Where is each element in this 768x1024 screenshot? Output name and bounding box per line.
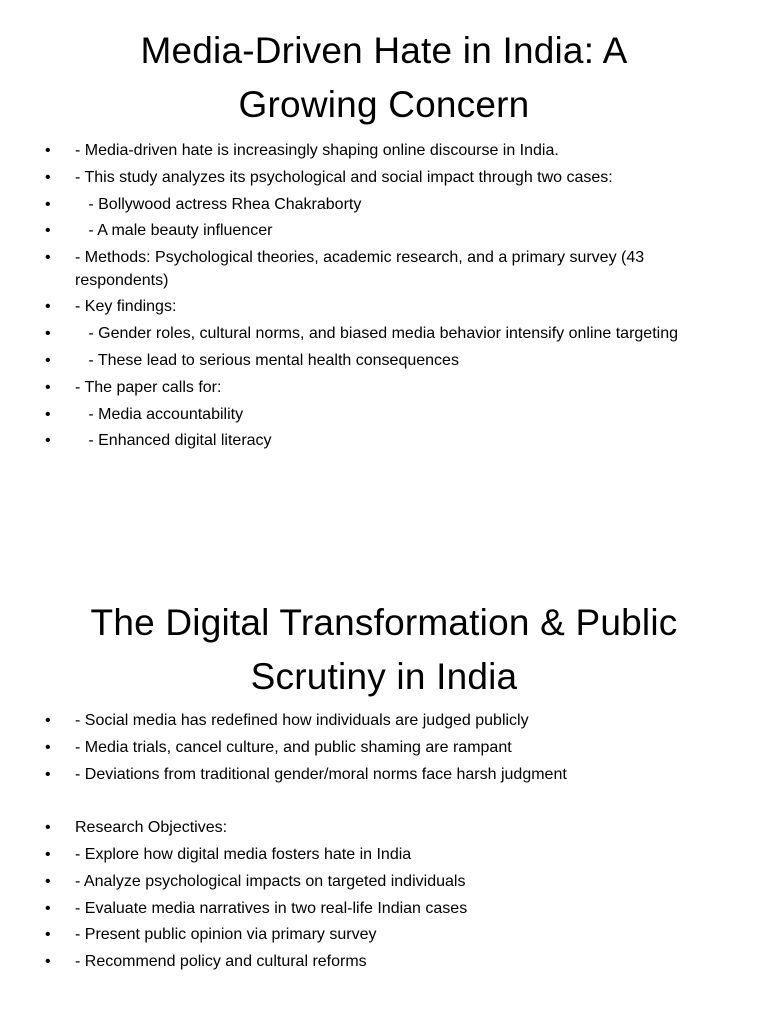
bullet-item: • - Analyze psychological impacts on targeted individuals [0,871,768,894]
bullet-item: • - Evaluate media narratives in two real-life Indian cases [0,898,768,921]
bullet-item: • - Deviations from traditional gender/moral norms face harsh judgment [0,764,768,787]
bullet-item: • - Media trials, cancel culture, and public shaming are rampant [0,737,768,760]
bullet-item: • - Explore how digital media fosters hate in India [0,844,768,867]
bullet-item: • - Key findings: [0,296,768,319]
bullet-item: • - Methods: Psychological theories, academic research, and a primary survey (43 respondents) [0,247,768,292]
bullet-item: • - Media accountability [0,404,768,427]
bullet-item: • - Enhanced digital literacy [0,430,768,453]
bullet-item: • - Gender roles, cultural norms, and biased media behavior intensify online targeting [0,323,768,346]
slide-1-title: Media-Driven Hate in India: A Growing Concern [140,30,628,125]
slide-2 [0,596,768,978]
bullet-item: • - A male beauty influencer [0,220,768,243]
slide-1-bullet-list [0,140,768,453]
slide-2-bullet-list [0,710,768,974]
bullet-item: • - This study analyzes its psychological and social impact through two cases: [0,167,768,190]
bullet-item: • - These lead to serious mental health consequences [0,350,768,373]
bullet-item: • Research Objectives: [0,817,768,840]
bullet-item: • - Bollywood actress Rhea Chakraborty [0,194,768,217]
bullet-item: • - Recommend policy and cultural reforms [0,951,768,974]
bullet-item: • - Present public opinion via primary survey [0,924,768,947]
blank-bullet-line [0,790,768,813]
bullet-item: • - Social media has redefined how individuals are judged publicly [0,710,768,733]
slide-2-title: The Digital Transformation & Public Scrutiny in India [90,602,678,697]
bullet-item: • - Media-driven hate is increasingly shaping online discourse in India. [0,140,768,163]
slide-1 [0,24,768,457]
bullet-item: • - The paper calls for: [0,377,768,400]
